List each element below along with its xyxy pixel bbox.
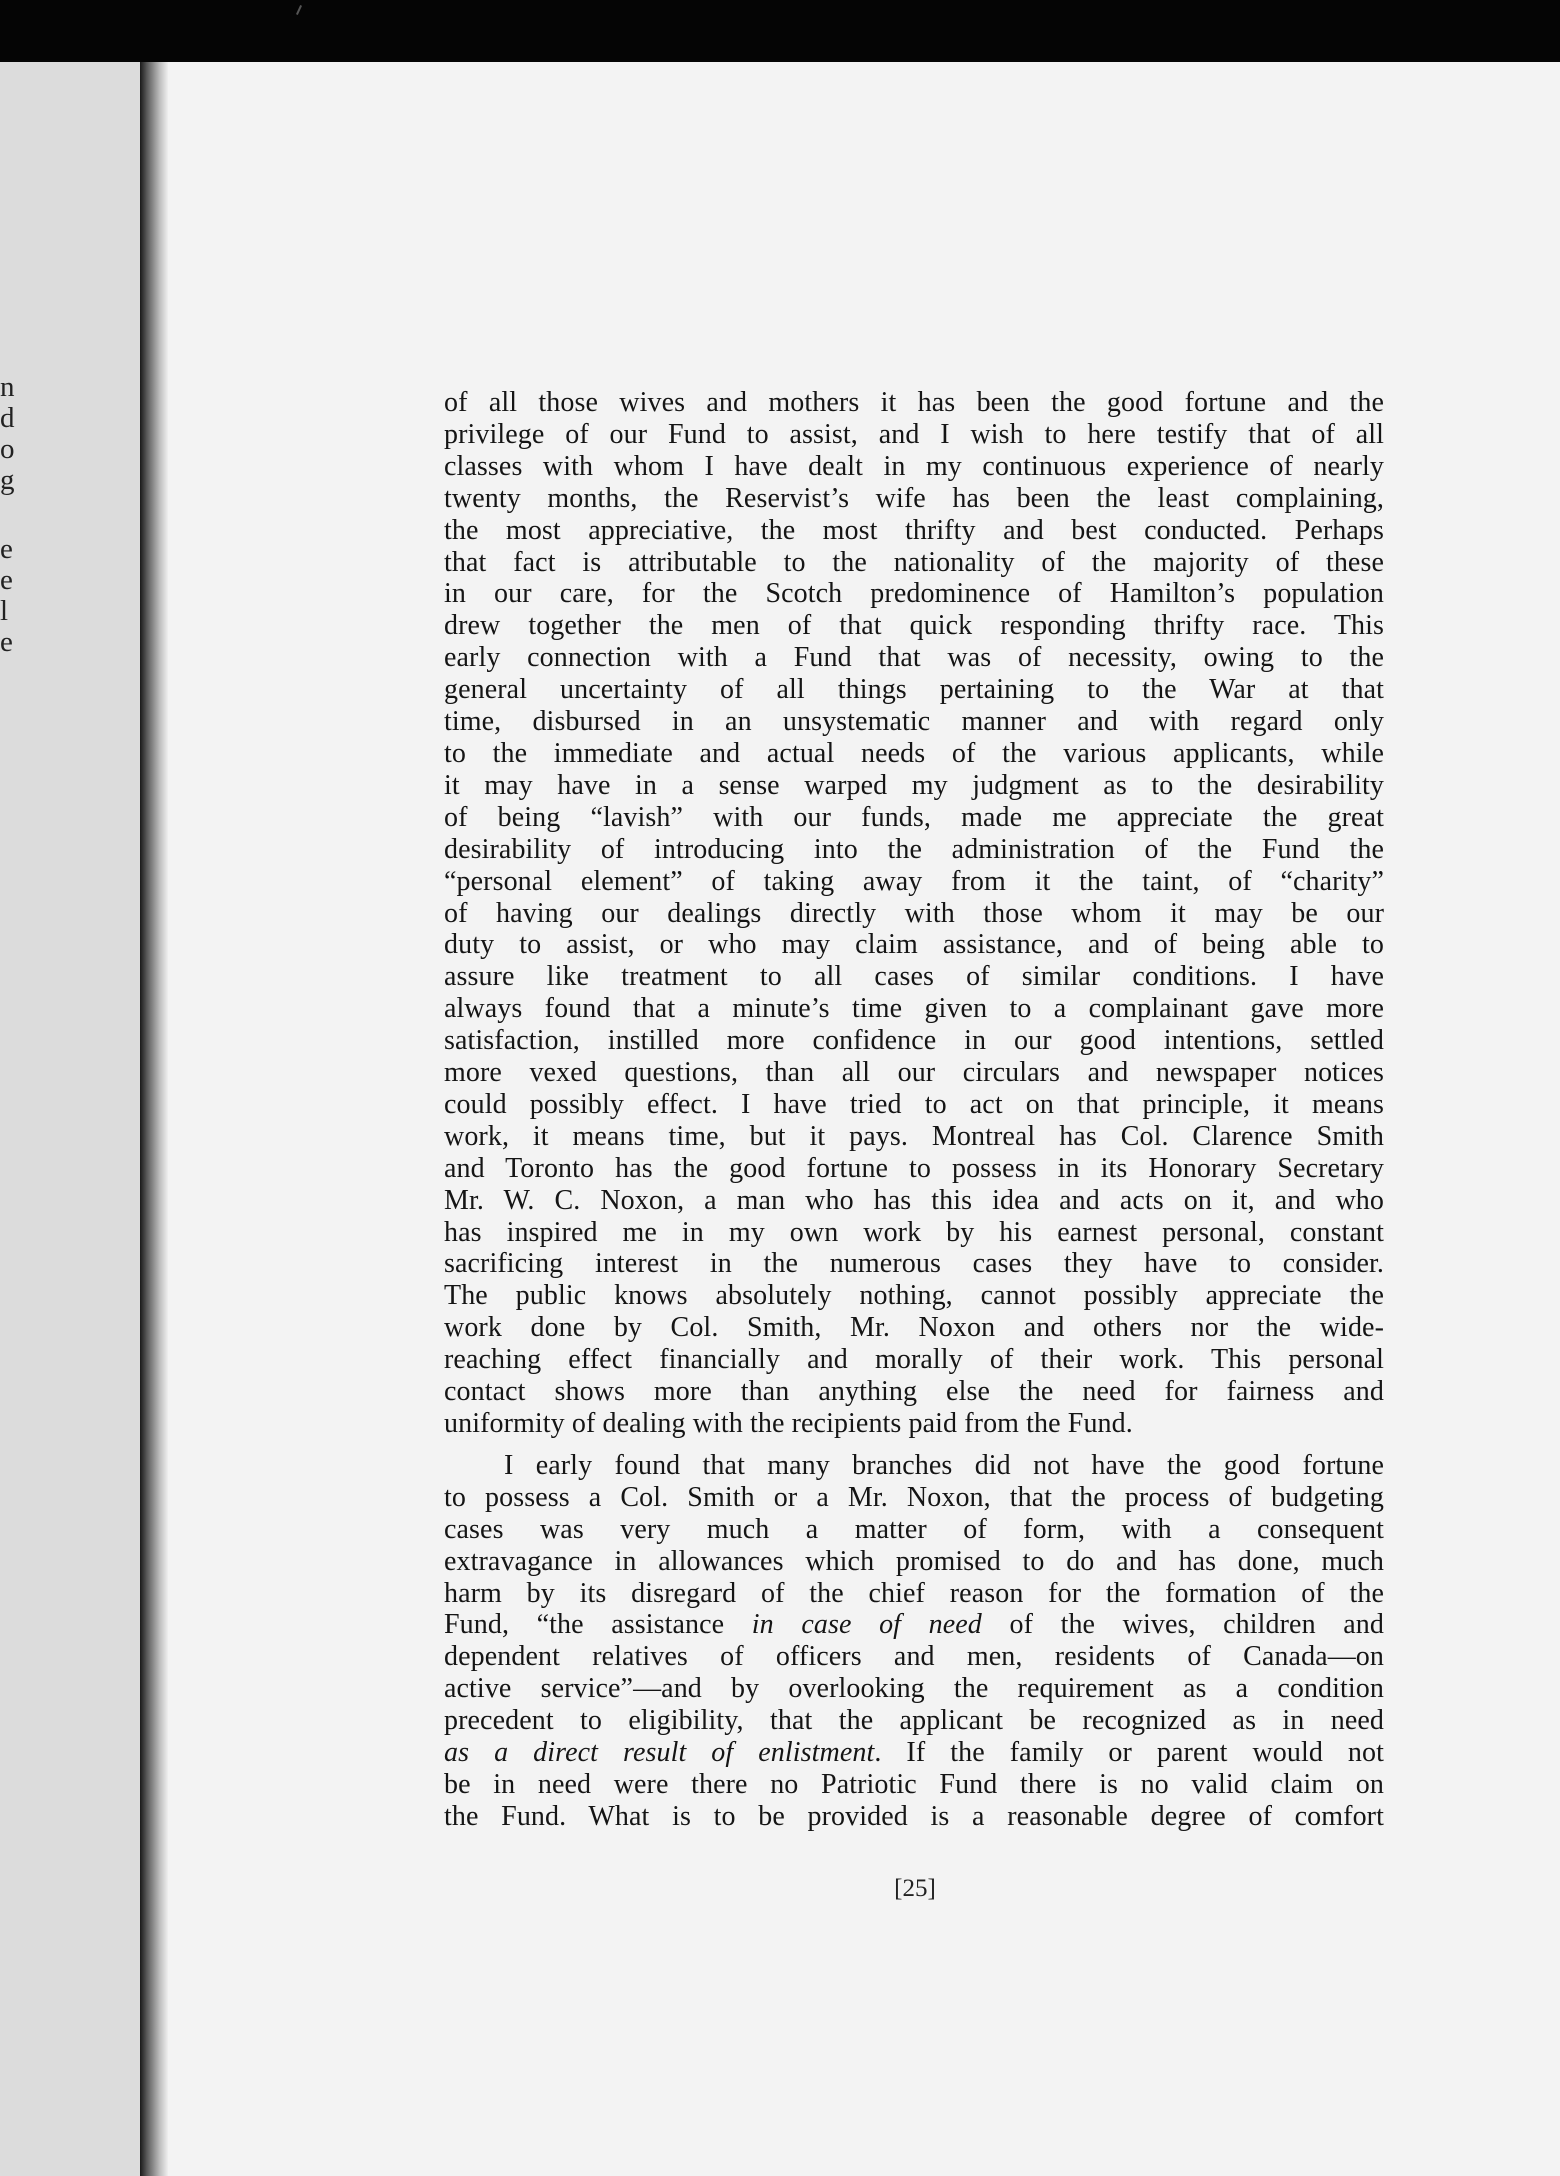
text-line: satisfaction, instilled more confidence in our good intentions, settled xyxy=(444,1025,1384,1057)
scan-top-border xyxy=(0,0,1560,62)
text-line: duty to assist, or who may claim assistance, and of being able to xyxy=(444,929,1384,961)
text-line: reaching effect financially and morally of their work. This personal xyxy=(444,1344,1384,1376)
previous-page-letter: l xyxy=(0,595,9,627)
text-line: to possess a Col. Smith or a Mr. Noxon, that the process of budgeting xyxy=(444,1481,1384,1513)
page-number: [25] xyxy=(894,1875,936,1902)
text-line: work done by Col. Smith, Mr. Noxon and others nor the wide- xyxy=(444,1312,1384,1344)
text-line: privilege of our Fund to assist, and I wish to here testify that of all xyxy=(444,418,1384,450)
body-text xyxy=(444,387,1384,1833)
text-line: drew together the men of that quick responding thrifty race. This xyxy=(444,610,1384,642)
text-line: classes with whom I have dealt in my continuous experience of nearly xyxy=(444,450,1384,482)
text-line: it may have in a sense warped my judgment as to the desirability xyxy=(444,769,1384,801)
text-line: more vexed questions, than all our circulars and newspaper notices xyxy=(444,1057,1384,1089)
previous-page-letter: e xyxy=(0,564,13,596)
text-line: that fact is attributable to the nationality of the majority of these xyxy=(444,546,1384,578)
paragraph xyxy=(444,1450,1384,1833)
previous-page-strip xyxy=(0,62,140,2176)
text-line: be in need were there no Patriotic Fund there is no valid claim on xyxy=(444,1768,1384,1800)
text-line: early connection with a Fund that was of necessity, owing to the xyxy=(444,642,1384,674)
previous-page-letter: e xyxy=(0,533,13,565)
text-line: to the immediate and actual needs of the various applicants, while xyxy=(444,737,1384,769)
text-line: Fund, “the assistance in case of need of the wives, children and xyxy=(444,1609,1384,1641)
text-line: twenty months, the Reservist’s wife has been the least complaining, xyxy=(444,482,1384,514)
text-line: as a direct result of enlistment. If the family or parent would not xyxy=(444,1737,1384,1769)
text-line: of having our dealings directly with those whom it may be our xyxy=(444,897,1384,929)
text-line: the most appreciative, the most thrifty and best conducted. Perhaps xyxy=(444,514,1384,546)
text-line: extravagance in allowances which promised to do and has done, much xyxy=(444,1545,1384,1577)
previous-page-letter: d xyxy=(0,402,15,434)
text-line: of being “lavish” with our funds, made me appreciate the great xyxy=(444,801,1384,833)
previous-page-letter: n xyxy=(0,371,15,403)
text-line: I early found that many branches did not have the good fortune xyxy=(504,1449,1384,1481)
text-line: Mr. W. C. Noxon, a man who has this idea and acts on it, and who xyxy=(444,1184,1384,1216)
text-line: could possibly effect. I have tried to act on that principle, it means xyxy=(444,1088,1384,1120)
previous-page-letter: g xyxy=(0,464,15,496)
text-line: sacrificing interest in the numerous cases they have to consider. xyxy=(444,1248,1384,1280)
text-line: general uncertainty of all things pertaining to the War at that xyxy=(444,674,1384,706)
text-line: The public knows absolutely nothing, cannot possibly appreciate the xyxy=(444,1280,1384,1312)
text-line: of all those wives and mothers it has been the good fortune and the xyxy=(444,387,1384,418)
paragraph xyxy=(444,387,1384,1440)
text-line: dependent relatives of officers and men, residents of Canada—on xyxy=(444,1641,1384,1673)
text-line: precedent to eligibility, that the applicant be recognized as in need xyxy=(444,1705,1384,1737)
text-line: in our care, for the Scotch predominence of Hamilton’s population xyxy=(444,578,1384,610)
text-line: desirability of introducing into the administration of the Fund the xyxy=(444,833,1384,865)
text-line: and Toronto has the good fortune to possess in its Honorary Secretary xyxy=(444,1152,1384,1184)
text-line: time, disbursed in an unsystematic manner and with regard only xyxy=(444,706,1384,738)
previous-page-letter: o xyxy=(0,433,15,465)
text-line: work, it means time, but it pays. Montreal has Col. Clarence Smith xyxy=(444,1120,1384,1152)
text-line: assure like treatment to all cases of similar conditions. I have xyxy=(444,961,1384,993)
text-line: always found that a minute’s time given to a complainant gave more xyxy=(444,993,1384,1025)
binding-shadow xyxy=(140,62,168,2176)
text-line: active service”—and by overlooking the requirement as a condition xyxy=(444,1673,1384,1705)
previous-page-letter: e xyxy=(0,626,13,658)
text-line: cases was very much a matter of form, with a consequent xyxy=(444,1513,1384,1545)
text-line: contact shows more than anything else the need for fairness and xyxy=(444,1376,1384,1408)
previous-page-letters xyxy=(0,372,30,658)
text-line: uniformity of dealing with the recipients paid from the Fund. xyxy=(444,1408,1133,1439)
book-page xyxy=(168,62,1560,2176)
text-line: “personal element” of taking away from it the taint, of “charity” xyxy=(444,865,1384,897)
text-line: harm by its disregard of the chief reason for the formation of the xyxy=(444,1577,1384,1609)
text-line: the Fund. What is to be provided is a reasonable degree of comfort xyxy=(444,1800,1384,1832)
text-line: has inspired me in my own work by his earnest personal, constant xyxy=(444,1216,1384,1248)
